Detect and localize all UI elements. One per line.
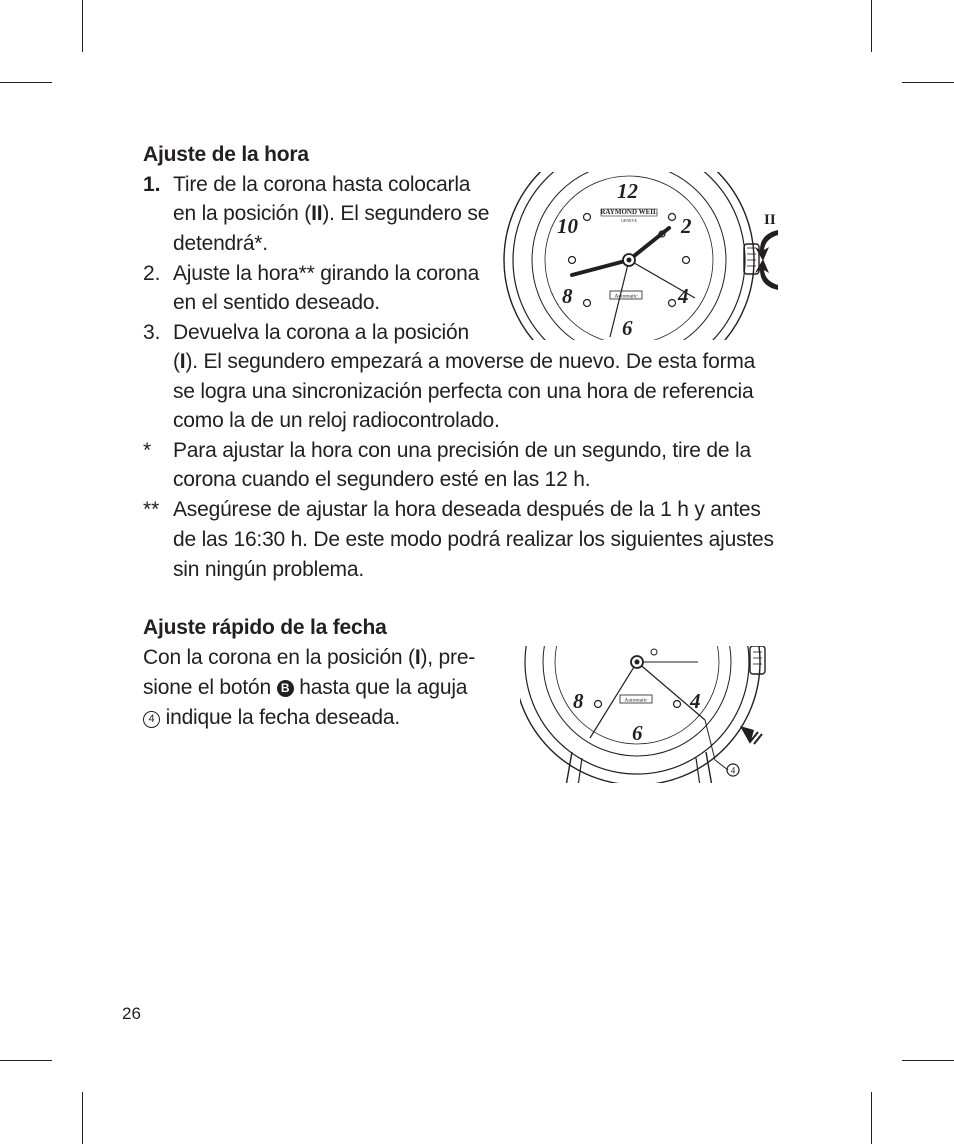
section-text: Con la corona en la posición (I), pre- xyxy=(143,646,476,669)
dial-numeral: 6 xyxy=(622,316,633,340)
crop-mark xyxy=(871,0,872,52)
dial-numeral: 4 xyxy=(678,284,689,308)
position-label: II xyxy=(311,202,323,225)
crown-position-label: II xyxy=(764,212,776,228)
item-text: (I). El segundero empezará a moverse de nuevo. De esta forma xyxy=(173,350,756,373)
brand-subtitle: GENEVE xyxy=(621,218,637,223)
position-label: I xyxy=(179,350,186,373)
note-marker: * xyxy=(143,439,152,462)
position-label: I xyxy=(414,646,421,669)
brand-logo: RAYMOND WEIL xyxy=(600,208,658,216)
item-text: Devuelva la corona a la posición xyxy=(173,321,469,344)
item-text: Tire de la corona hasta colocarla xyxy=(173,173,471,196)
item-text: como la de un reloj radiocontrolado. xyxy=(173,409,500,432)
watch-date-illustration xyxy=(520,642,780,786)
section-text: 4 indique la fecha deseada. xyxy=(143,703,400,733)
crop-mark xyxy=(0,82,52,83)
note-text: sin ningún problema. xyxy=(173,558,364,581)
section-heading-date: Ajuste rápido de la fecha xyxy=(143,616,387,639)
crop-mark xyxy=(82,1092,83,1144)
push-button-arrow-icon xyxy=(740,726,762,744)
item-number: 1. xyxy=(143,173,161,196)
crop-mark xyxy=(902,82,954,83)
crop-mark xyxy=(902,1060,954,1061)
dial-numeral: 10 xyxy=(557,214,578,238)
page-number: 26 xyxy=(122,1004,141,1023)
item-text: en el sentido deseado. xyxy=(173,291,380,314)
dial-label: Automatic xyxy=(624,697,648,704)
note-text: Para ajustar la hora con una precisión de un segundo, tire de la xyxy=(173,439,751,462)
hand-4-icon: 4 xyxy=(143,711,160,728)
note-text: corona cuando el segundero esté en las 12 h. xyxy=(173,468,591,491)
item-number: 2. xyxy=(143,262,161,285)
crop-mark xyxy=(871,1092,872,1144)
dial-numeral: 6 xyxy=(632,721,643,745)
crop-mark xyxy=(82,0,83,52)
watch-crown-illustration xyxy=(500,172,790,344)
item-text: en la posición (II). El segundero se xyxy=(173,202,490,225)
item-text: detendrá*. xyxy=(173,232,268,255)
dial-label: Automatic xyxy=(614,293,638,300)
crop-mark xyxy=(0,1060,52,1061)
button-b-icon: B xyxy=(277,680,294,697)
note-text: Asegúrese de ajustar la hora deseada después de la 1 h y antes xyxy=(173,498,761,521)
item-text: se logra una sincronización perfecta con una hora de referencia xyxy=(173,380,754,403)
dial-numeral: 12 xyxy=(617,179,638,203)
note-marker: ** xyxy=(143,498,160,521)
section-heading-time: Ajuste de la hora xyxy=(143,143,309,166)
item-number: 3. xyxy=(143,321,161,344)
section-text: sione el botón B hasta que la aguja xyxy=(143,676,468,699)
dial-numeral: 2 xyxy=(681,214,692,238)
callout-label: 4 xyxy=(730,765,736,776)
dial-numeral: 8 xyxy=(562,284,573,308)
dial-numeral: 4 xyxy=(690,689,701,713)
item-text: Ajuste la hora** girando la corona xyxy=(173,262,480,285)
note-text: de las 16:30 h. De este modo podrá realizar los siguientes ajustes xyxy=(173,528,774,551)
dial-numeral: 8 xyxy=(573,689,584,713)
